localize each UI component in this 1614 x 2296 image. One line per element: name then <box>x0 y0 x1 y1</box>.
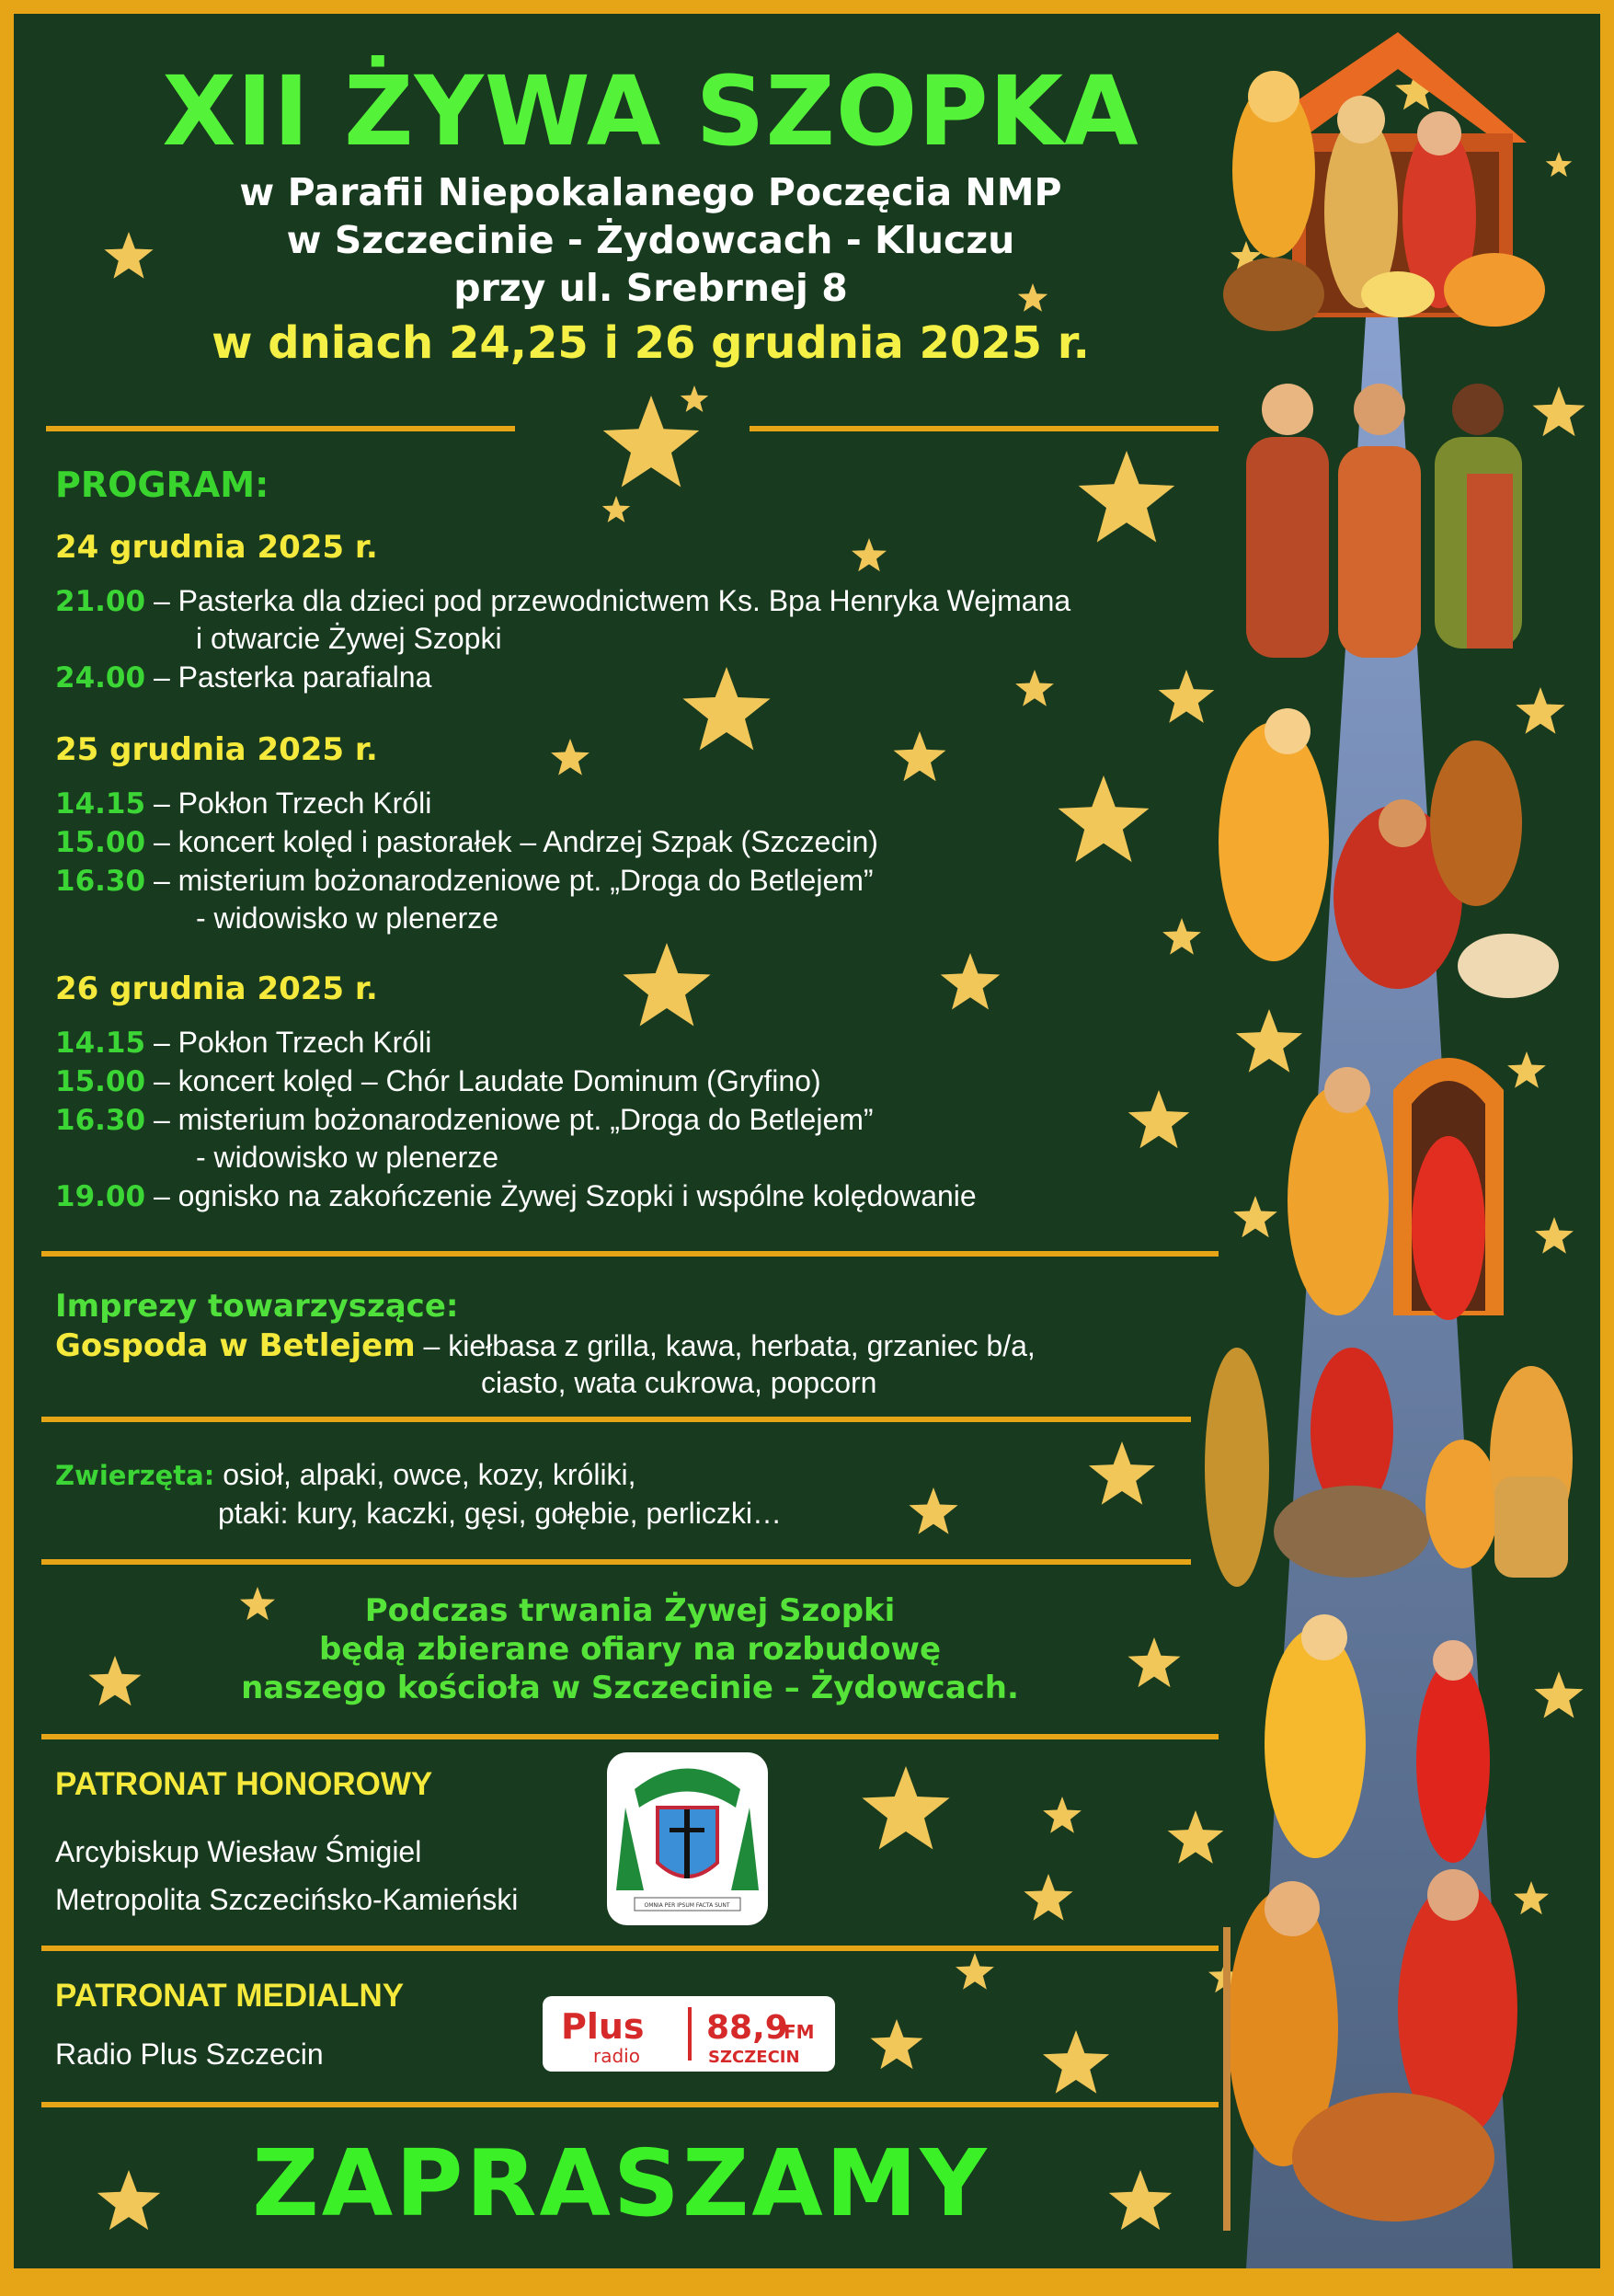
divider <box>41 1734 1219 1739</box>
media-heading: PATRONAT MEDIALNY <box>55 1978 405 2014</box>
animals-text: osioł, alpaki, owce, kozy, króliki, <box>214 1458 636 1491</box>
star-icon <box>941 953 1001 1010</box>
appeal-line: naszego kościoła w Szczecinie – Żydowcach. <box>241 1670 1019 1706</box>
star-icon <box>603 396 700 488</box>
gospoda-text: – kiełbasa z grilla, kawa, herbata, grzaniec b/a, <box>415 1329 1036 1362</box>
star-icon <box>1089 1441 1155 1505</box>
divider <box>41 2102 1219 2107</box>
gospoda-line-2: ciasto, wata cukrowa, popcorn <box>481 1366 877 1399</box>
events-heading: Imprezy towarzyszące: <box>55 1288 459 1325</box>
program-time: 16.30 <box>55 1104 146 1137</box>
star-icon <box>1128 1090 1190 1148</box>
program-item <box>55 1103 874 1137</box>
divider <box>750 426 1219 431</box>
program-time: 14.15 <box>55 787 146 821</box>
star-icon <box>956 1953 994 1990</box>
program-item <box>55 1064 821 1098</box>
logo-frequency: 88,9 <box>706 2009 788 2047</box>
star-icon <box>89 1656 142 1705</box>
program-item <box>55 1026 431 1060</box>
program-text: – Pokłon Trzech Króli <box>145 786 432 820</box>
divider <box>41 1559 1191 1565</box>
day-date: 24 grudnia 2025 r. <box>55 529 378 566</box>
gospoda-line <box>55 1327 1036 1364</box>
coat-of-arms-icon <box>607 1752 768 1925</box>
program-item-cont: - widowisko w plenerze <box>196 1141 499 1174</box>
star-icon <box>602 496 630 522</box>
honorary-title: Metropolita Szczecińsko-Kamieński <box>55 1883 519 1916</box>
animals-label: Zwierzęta: <box>55 1460 215 1491</box>
divider <box>41 1251 1219 1257</box>
radio-plus-logo <box>543 1996 835 2072</box>
event-dates: w dniach 24,25 i 26 grudnia 2025 r. <box>212 317 1090 369</box>
program-item <box>55 864 874 898</box>
program-text: – misterium bożonarodzeniowe pt. „Droga do Betlejem” <box>145 864 874 897</box>
star-icon <box>682 667 770 751</box>
star-icon <box>909 1487 957 1534</box>
coat-motto: OMNIA PER IPSUM FACTA SUNT <box>644 1902 730 1909</box>
door-scene <box>1288 1058 1504 1320</box>
program-time: 14.15 <box>55 1027 146 1060</box>
star-icon <box>623 943 710 1027</box>
program-time: 21.00 <box>55 585 146 618</box>
parish-name: w Parafii Niepokalanego Poczęcia NMP <box>239 170 1062 214</box>
star-icon <box>862 1766 949 1850</box>
honorary-heading: PATRONAT HONOROWY <box>55 1766 433 1802</box>
star-icon <box>1015 670 1054 706</box>
star-icon <box>1043 2030 1109 2094</box>
program-item <box>55 825 878 859</box>
animals-line <box>55 1458 636 1492</box>
program-text: – ognisko na zakończenie Żywej Szopki i wspólne kolędowanie <box>145 1179 977 1212</box>
program-item <box>55 786 431 821</box>
location-line: w Szczecinie - Żydowcach - Kluczu <box>286 218 1015 262</box>
gospoda-label: Gospoda w Betlejem <box>55 1327 416 1364</box>
poster <box>14 14 1600 2268</box>
invitation-footer: ZAPRASZAMY <box>252 2130 990 2237</box>
program-time: 15.00 <box>55 826 146 859</box>
star-icon <box>852 538 887 571</box>
star-icon <box>871 2019 923 2069</box>
divider <box>41 1946 1219 1951</box>
star-icon <box>894 731 946 781</box>
star-icon <box>1024 1874 1072 1921</box>
star-icon <box>1059 775 1150 862</box>
logo-city: SZCZECIN <box>708 2048 800 2067</box>
program-item <box>55 1179 977 1213</box>
program-item <box>55 584 1070 618</box>
program-item-cont: - widowisko w plenerze <box>196 901 499 935</box>
day-date: 26 grudnia 2025 r. <box>55 970 378 1007</box>
star-icon <box>1079 451 1175 543</box>
program-text: – koncert kolęd i pastorałek – Andrzej Szpak (Szczecin) <box>145 825 878 858</box>
logo-fm: FM <box>784 2021 815 2043</box>
logo-radio: radio <box>593 2045 640 2067</box>
program-time: 16.30 <box>55 865 146 898</box>
star-icon <box>681 385 708 412</box>
event-title: XII ŻYWA SZOPKA <box>162 55 1139 167</box>
program-time: 24.00 <box>55 661 146 695</box>
program-text: – Pasterka dla dzieci pod przewodnictwem Ks. Bpa Henryka Wejmana <box>145 584 1071 617</box>
star-icon <box>1043 1797 1082 1833</box>
three-kings <box>1246 384 1522 658</box>
honorary-name: Arcybiskup Wiesław Śmigiel <box>55 1835 422 1868</box>
coat-of-arms-graphic <box>607 1752 768 1925</box>
star-icon <box>551 739 590 775</box>
radio-plus-graphic <box>543 1996 835 2072</box>
program-time: 19.00 <box>55 1180 146 1213</box>
star-icon <box>1109 2170 1172 2230</box>
divider <box>46 426 515 431</box>
animals-line-2: ptaki: kury, kaczki, gęsi, gołębie, perliczki… <box>218 1497 782 1530</box>
star-icon <box>97 2170 160 2230</box>
day-date: 25 grudnia 2025 r. <box>55 731 378 768</box>
program-heading: PROGRAM: <box>55 465 269 505</box>
program-text: – Pokłon Trzech Króli <box>145 1026 432 1059</box>
media-name: Radio Plus Szczecin <box>55 2038 324 2071</box>
program-item-cont: i otwarcie Żywej Szopki <box>196 622 502 655</box>
program-text: – Pasterka parafialna <box>145 660 432 694</box>
appeal-line: będą zbierane ofiary na rozbudowę <box>318 1631 942 1668</box>
divider <box>41 1417 1191 1422</box>
program-text: – misterium bożonarodzeniowe pt. „Droga do Betlejem” <box>145 1103 874 1136</box>
star-icon <box>1128 1637 1181 1687</box>
program-time: 15.00 <box>55 1065 146 1098</box>
program-item <box>55 660 431 695</box>
address-line: przy ul. Srebrnej 8 <box>453 266 848 310</box>
logo-plus: Plus <box>561 2006 645 2047</box>
appeal-line: Podczas trwania Żywej Szopki <box>364 1592 896 1629</box>
program-text: – koncert kolęd – Chór Laudate Dominum (Gryfino) <box>145 1064 821 1097</box>
